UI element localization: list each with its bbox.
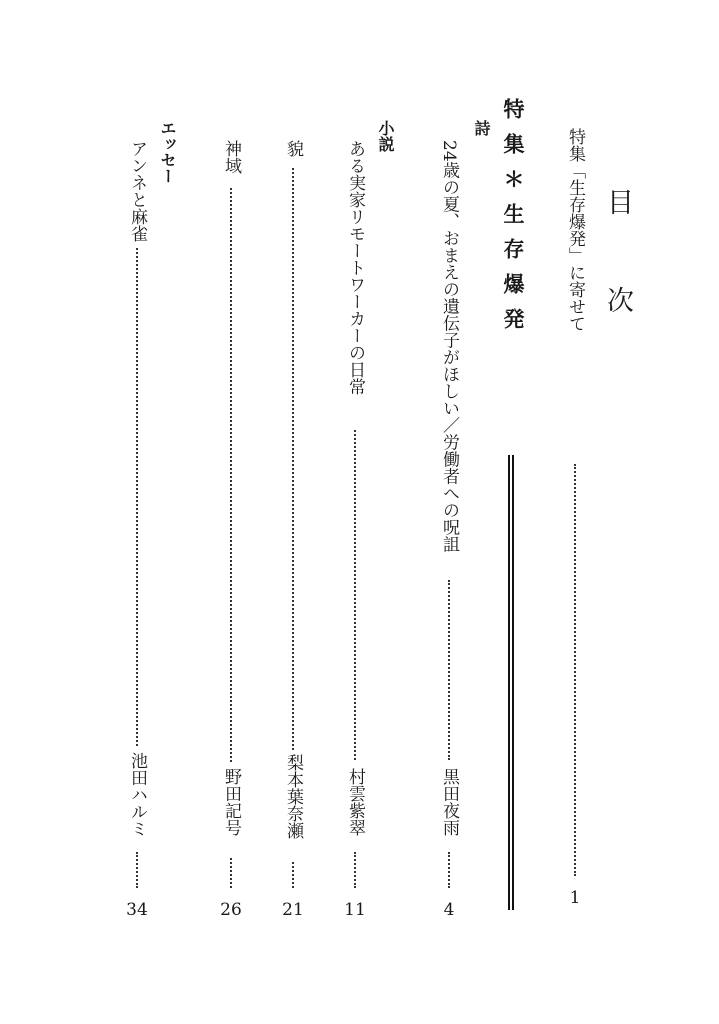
toc-title: 目 次 — [602, 188, 633, 335]
entry-title: ある実家リモートワーカーの日常 — [345, 140, 365, 395]
dotted-leader — [292, 862, 294, 888]
dotted-leader — [574, 464, 576, 876]
page-number: 11 — [344, 900, 366, 920]
page-number: 1 — [569, 888, 581, 908]
page-number: 4 — [443, 900, 455, 920]
dotted-leader — [292, 168, 294, 750]
dotted-leader — [354, 852, 356, 888]
page-number: 21 — [282, 900, 304, 920]
entry-author: 梨本葉奈瀬 — [283, 754, 303, 839]
page-number: 26 — [220, 900, 242, 920]
dotted-leader — [136, 852, 138, 888]
toc-entry-novel1[interactable] — [344, 140, 366, 920]
dotted-leader — [136, 248, 138, 746]
double-rule — [508, 455, 514, 910]
dotted-leader — [230, 188, 232, 762]
entry-title: 神域 — [221, 140, 241, 174]
entry-author: 池田ハルミ — [127, 752, 147, 837]
section-essay: エッセー — [158, 120, 177, 184]
section-fiction: 小説 — [376, 120, 395, 152]
entry-title: 特集「生存爆発」に寄せて — [565, 128, 585, 332]
section-poetry: 詩 — [472, 120, 491, 136]
dotted-leader — [230, 858, 232, 888]
dotted-leader — [354, 430, 356, 760]
toc-entry-poem1[interactable] — [438, 140, 460, 920]
entry-author: 黒田夜雨 — [439, 768, 459, 836]
toc-entry-novel3[interactable] — [220, 140, 242, 920]
entry-author: 野田記号 — [221, 768, 241, 836]
toc-entry-essay1[interactable] — [126, 140, 148, 920]
page-number: 34 — [126, 900, 148, 920]
toc-entry-intro[interactable] — [564, 128, 586, 928]
toc-entry-novel2[interactable] — [282, 140, 304, 920]
entry-title: アンネと麻雀 — [127, 140, 147, 242]
entry-title: 貌 — [283, 140, 303, 157]
dotted-leader — [448, 580, 450, 760]
entry-title: 24歳の夏、おまえの遺伝子がほしい／労働者への呪詛 — [439, 140, 459, 553]
dotted-leader — [448, 852, 450, 888]
feature-heading: 特集＊生存爆発 — [501, 98, 525, 343]
entry-author: 村雲紫翠 — [345, 768, 365, 836]
